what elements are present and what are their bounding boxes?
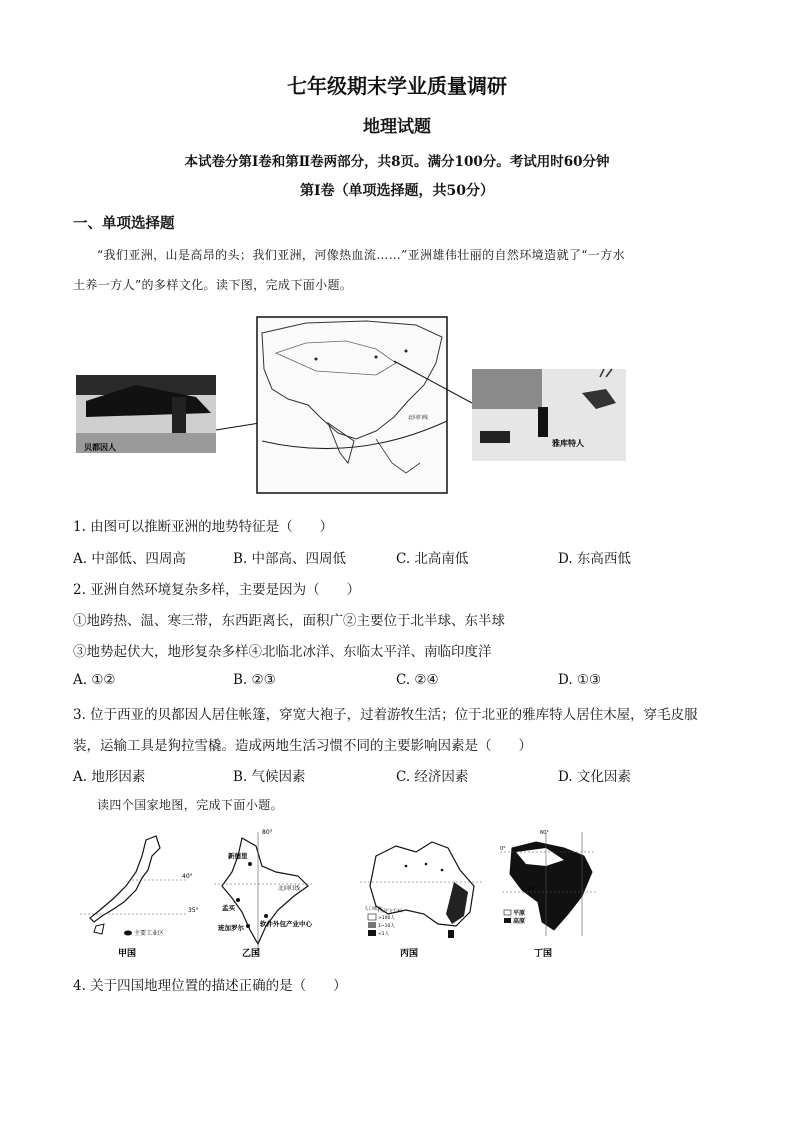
yi-software-center: 软件外包产业中心 (260, 920, 312, 928)
bing-legend-high: >100人 (378, 916, 395, 921)
yi-mumbai: 孟买 (222, 904, 235, 912)
exam-title: 七年级期末学业质量调研 (287, 74, 507, 98)
bedouin-caption: 贝都因人 (84, 443, 116, 452)
bing-legend-mid: 1~10人 (378, 924, 395, 929)
bing-legend-unit: (人/平方千米) (378, 908, 403, 913)
q1-option-a[interactable]: A. 中部低、四周高 (73, 551, 186, 567)
section-title: 一、单项选择题 (73, 215, 175, 232)
q2-option-d[interactable]: D. ①③ (558, 672, 602, 688)
q2-option-b[interactable]: B. ②③ (233, 672, 276, 688)
intro-line-2: 土养一方人”的多样文化。读下图，完成下面小题。 (73, 278, 353, 292)
q2-option-a[interactable]: A. ①② (73, 672, 116, 688)
yi-newdelhi: 新德里 (228, 852, 248, 860)
tropic-label: 北回归线 (408, 415, 429, 421)
q3-stem-line-1: 3. 位于西亚的贝都因人居住帐篷，穿宽大袍子，过着游牧生活；位于北亚的雅库特人居住木屋，穿毛皮服 (73, 707, 698, 723)
yakut-photo (472, 369, 626, 461)
yi-bangalore: 班加罗尔 (218, 924, 244, 932)
ding-lat-20: 20° (528, 886, 537, 892)
bing-legend-title: 人口密度 (364, 907, 382, 912)
jia-lat-40: 40° (182, 873, 193, 880)
q4-stem: 4. 关于四国地理位置的描述正确的是（ ） (73, 978, 347, 994)
country-bing: 丙国 (400, 949, 419, 959)
q2-stem: 2. 亚洲自然环境复杂多样，主要是因为（ ） (73, 582, 361, 598)
yi-lon-80: 80° (262, 829, 273, 836)
q3-option-a[interactable]: A. 地形因素 (73, 769, 146, 785)
yi-tropic: 北回归线 (278, 886, 301, 892)
ding-legend-plateau: 高原 (513, 918, 526, 925)
exam-subject: 地理试题 (363, 117, 431, 137)
jia-legend: 主要工业区 (134, 930, 165, 937)
q3-option-c[interactable]: C. 经济因素 (396, 769, 469, 785)
q3-option-b[interactable]: B. 气候因素 (233, 769, 306, 785)
ding-lat-0: 0° (500, 846, 506, 852)
intro-line-1: “我们亚洲，山是高昂的头；我们亚洲，河像热血流……”亚洲雄伟壮丽的自然环境造就了“一方水 (97, 248, 626, 262)
q3-option-d[interactable]: D. 文化因素 (558, 769, 631, 785)
exam-info: 本试卷分第Ⅰ卷和第Ⅱ卷两部分，共8页。满分100分。考试用时60分钟 (184, 154, 610, 170)
ding-lon-60: 60° (540, 830, 549, 836)
country-ding: 丁国 (534, 949, 553, 959)
asia-map (257, 317, 447, 493)
q2-statement-1: ①地跨热、温、寒三带，东西距离长，面积广②主要位于北半球、东半球 (73, 613, 505, 629)
jia-lat-35: 35° (188, 907, 199, 914)
yakut-caption: 雅库特人 (552, 439, 584, 448)
ding-legend-plain: 平原 (513, 910, 526, 917)
asia-map-figure (76, 313, 646, 498)
q1-option-d[interactable]: D. 东高西低 (558, 551, 631, 567)
four-country-maps (76, 826, 596, 961)
country-jia: 甲国 (118, 949, 137, 959)
q1-option-c[interactable]: C. 北高南低 (396, 551, 469, 567)
volume-heading: 第Ⅰ卷（单项选择题，共50分） (299, 183, 495, 199)
q3-stem-line-2: 装，运输工具是狗拉雪橇。造成两地生活习惯不同的主要影响因素是（ ） (73, 738, 532, 754)
intro-2: 读四个国家地图，完成下面小题。 (97, 798, 284, 812)
bedouin-photo (76, 375, 216, 453)
bing-legend-low: <1人 (378, 932, 390, 937)
q1-option-b[interactable]: B. 中部高、四周低 (233, 551, 347, 567)
q2-option-c[interactable]: C. ②④ (396, 672, 439, 688)
japan-map (80, 836, 188, 936)
q2-statement-2: ③地势起伏大，地形复杂多样④北临北冰洋、东临太平洋、南临印度洋 (73, 644, 492, 660)
q1-stem: 1. 由图可以推断亚洲的地势特征是（ ） (73, 519, 334, 535)
country-yi: 乙国 (242, 949, 261, 959)
